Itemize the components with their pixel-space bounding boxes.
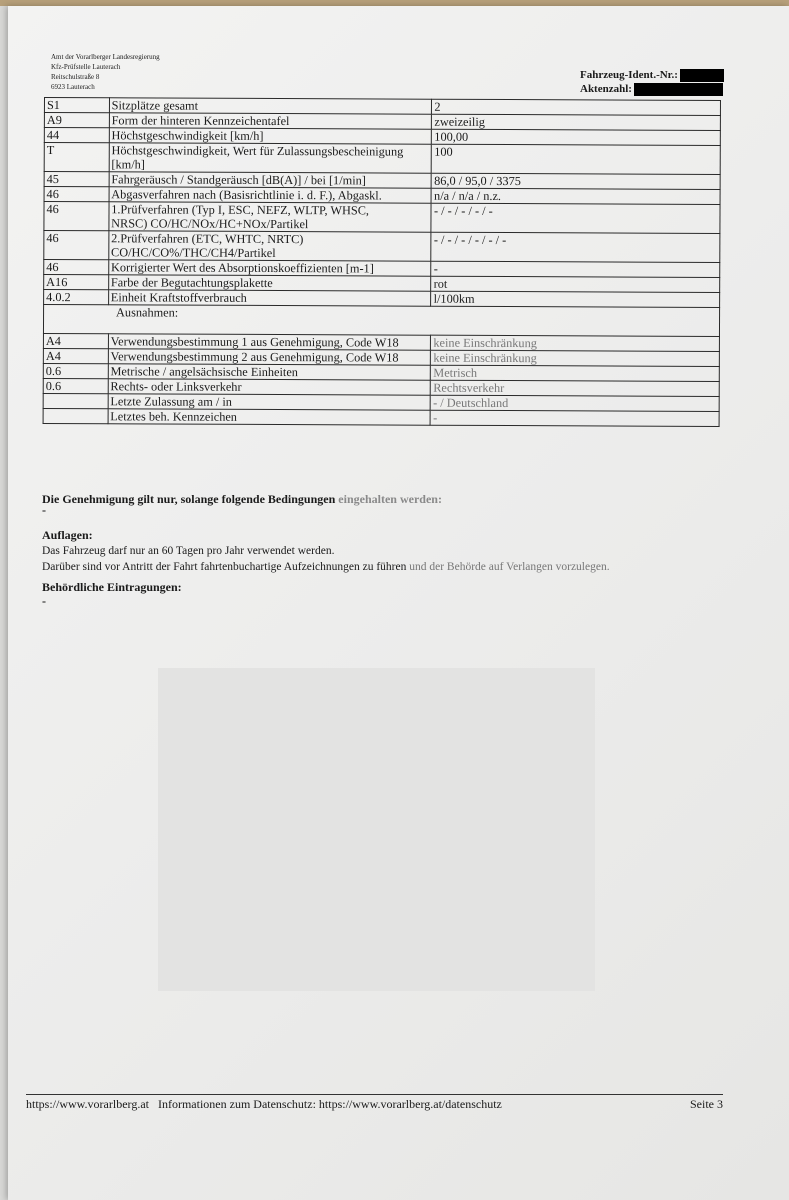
file-number-label: Aktenzahl: (580, 83, 632, 95)
code-cell (43, 408, 108, 423)
code-cell: A9 (44, 113, 109, 128)
value-cell: 86,0 / 95,0 / 3375 (432, 173, 721, 189)
code-cell: T (44, 143, 109, 172)
code-cell: 46 (44, 260, 109, 275)
exceptions-row (43, 305, 719, 337)
code-cell: A4 (43, 348, 108, 363)
value-cell: l/100km (431, 291, 720, 307)
label-line: Höchstgeschwindigkeit, Wert für Zulassungsbescheinigung (111, 143, 404, 159)
label-cell: Höchstgeschwindigkeit [km/h] (109, 128, 432, 144)
code-cell: 46 (44, 187, 109, 202)
code-cell: 46 (44, 231, 109, 260)
sender-line: Reitschulstraße 8 (51, 73, 100, 81)
footer (26, 1097, 723, 1112)
value-cell: 2 (432, 99, 721, 115)
label-cell: Verwendungsbestimmung 1 aus Genehmigung, Code W18 (108, 334, 431, 350)
code-cell: 0.6 (43, 363, 108, 378)
table-row (44, 231, 720, 263)
value-cell: rot (431, 276, 720, 292)
value-cell: n/a / n/a / n.z. (432, 188, 721, 204)
label-line: [km/h] (111, 157, 145, 172)
official-entries-dash: - (42, 594, 46, 608)
value-cell: zweizeilig (432, 114, 721, 130)
vin-redaction (680, 69, 724, 82)
value-cell: - / - / - / - / - / - (431, 232, 720, 262)
label-cell (109, 143, 432, 173)
code-cell: A4 (43, 333, 108, 348)
auflagen-line-b: und der Behörde auf Verlangen vorzulegen. (409, 561, 610, 573)
table-row (43, 408, 719, 426)
auflagen-line (42, 561, 610, 573)
auflagen-line: Das Fahrzeug darf nur an 60 Tagen pro Jahr verwendet werden. (42, 545, 335, 557)
footer-divider (26, 1094, 723, 1095)
code-cell: 44 (44, 128, 109, 143)
sender-address (51, 52, 160, 92)
sender-line: Amt der Vorarlberger Landesregierung (51, 53, 160, 61)
label-cell: Letztes beh. Kennzeichen (108, 409, 431, 425)
label-cell (109, 202, 432, 232)
label-cell: Abgasverfahren nach (Basisrichtlinie i. d. F.), Abgaskl. (109, 187, 432, 203)
conditions-text-a: Die Genehmigung gilt nur, solange folgende Bedingungen (42, 492, 336, 506)
value-cell: - / - / - / - / - (431, 203, 720, 233)
code-cell (43, 393, 108, 408)
code-cell: S1 (44, 98, 109, 113)
footer-links: https://www.vorarlberg.at Informationen zum Datenschutz: https://www.vorarlberg.at/datenschutz (26, 1097, 502, 1111)
conditions-text-b: eingehalten werden: (338, 492, 442, 506)
value-cell: 100,00 (432, 129, 721, 145)
code-cell: 45 (44, 172, 109, 187)
label-cell: Fahrgeräusch / Standgeräusch [dB(A)] / bei [1/min] (109, 172, 432, 188)
conditions-dash: - (42, 503, 46, 517)
label-line: NRSC) CO/HC/NOx/HC+NOx/Partikel (111, 216, 309, 232)
exceptions-label: Ausnahmen: (116, 305, 179, 320)
label-line: 2.Prüfverfahren (ETC, WHTC, NRTC) (111, 231, 304, 247)
value-cell: - (431, 261, 720, 277)
table-row (44, 143, 720, 175)
label-cell: Korrigierter Wert des Absorptionskoeffizienten [m-1] (108, 260, 431, 276)
vehicle-spec-table (43, 97, 721, 427)
label-line: 1.Prüfverfahren (Typ I, ESC, NEFZ, WLTP, WHSC, (111, 202, 370, 218)
value-cell: Metrisch (431, 365, 720, 381)
label-cell: Rechts- oder Linksverkehr (108, 379, 431, 395)
auflagen-line-a: Darüber sind vor Antritt der Fahrt fahrtenbuchartige Aufzeichnungen zu führen (42, 561, 407, 573)
label-cell: Form der hinteren Kennzeichentafel (109, 113, 432, 129)
code-cell: 0.6 (43, 378, 108, 393)
label-cell: Metrische / angelsächsische Einheiten (108, 364, 431, 380)
file-number-redaction (634, 83, 723, 96)
auflagen-heading: Auflagen: (42, 528, 93, 542)
conditions-text (42, 492, 442, 507)
label-cell (108, 231, 431, 261)
label-cell: Sitzplätze gesamt (109, 98, 432, 114)
label-cell: Letzte Zulassung am / in (108, 394, 431, 410)
exceptions-cell (43, 305, 719, 337)
sender-line: Kfz-Prüfstelle Lauterach (51, 63, 121, 71)
identification-block (580, 68, 724, 96)
value-cell: keine Einschränkung (431, 335, 720, 351)
code-cell: 4.0.2 (44, 290, 109, 305)
label-cell: Verwendungsbestimmung 2 aus Genehmigung, Code W18 (108, 349, 431, 365)
sender-line: 6923 Lauterach (51, 83, 95, 91)
label-cell: Farbe der Begutachtungsplakette (108, 275, 431, 291)
table-row (44, 202, 720, 234)
label-cell: Einheit Kraftstoffverbrauch (108, 290, 431, 306)
label-line: CO/HC/CO%/THC/CH4/Partikel (110, 245, 276, 261)
value-cell: - / Deutschland (431, 395, 720, 411)
value-cell: keine Einschränkung (431, 350, 720, 366)
code-cell: A16 (44, 275, 109, 290)
value-cell: Rechtsverkehr (431, 380, 720, 396)
page-number: Seite 3 (690, 1097, 723, 1111)
official-entries-heading: Behördliche Eintragungen: (42, 580, 182, 594)
vin-label: Fahrzeug-Ident.-Nr.: (580, 69, 678, 81)
value-cell: 100 (432, 144, 721, 174)
code-cell: 46 (44, 202, 109, 231)
stamp-area (158, 668, 595, 991)
value-cell: - (431, 410, 720, 426)
